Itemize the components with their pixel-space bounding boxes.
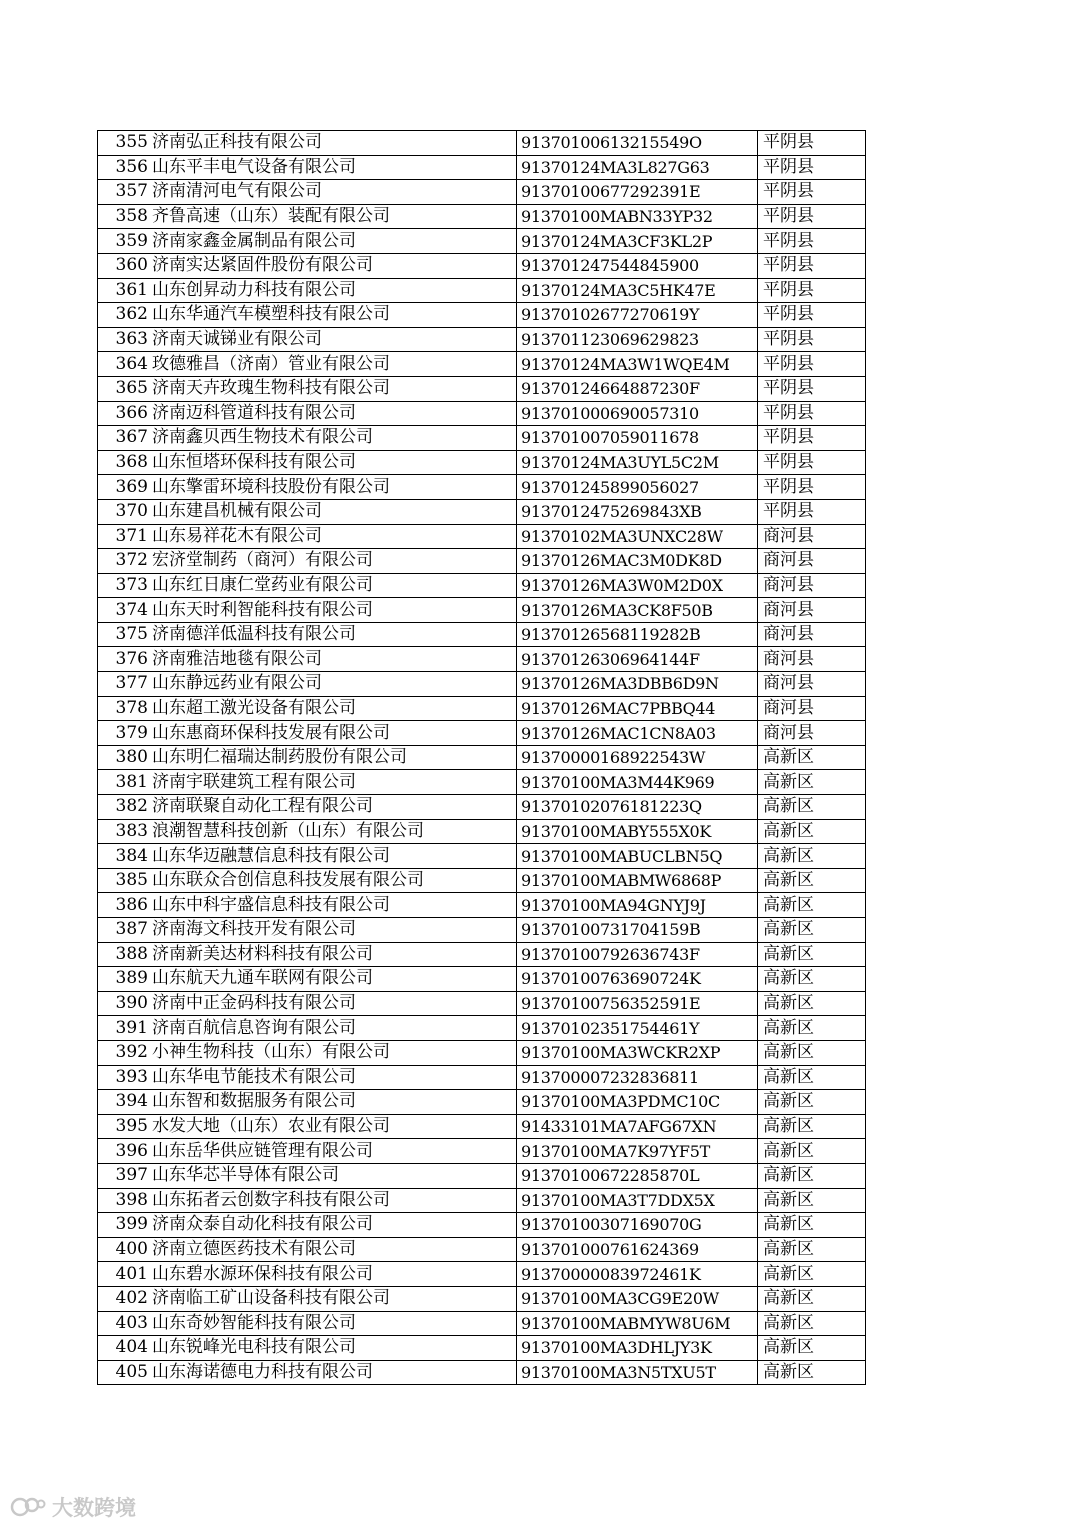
district: 高新区 — [758, 819, 866, 844]
company-name: 山东岳华供应链管理有限公司 — [151, 1139, 517, 1164]
district: 高新区 — [758, 1286, 866, 1311]
row-number: 392 — [98, 1040, 152, 1065]
credit-code: 91370100677292391E — [517, 180, 758, 205]
credit-code: 91370126306964144F — [517, 647, 758, 672]
table-row — [98, 180, 866, 205]
district: 高新区 — [758, 770, 866, 795]
credit-code: 91370100MABN33YP32 — [517, 204, 758, 229]
company-name: 济南鑫贝西生物技术有限公司 — [151, 426, 517, 451]
credit-code: 91370124664887230F — [517, 376, 758, 401]
credit-code: 91370100672285870L — [517, 1163, 758, 1188]
table-row — [98, 499, 866, 524]
credit-code: 91370124MA3C5HK47E — [517, 278, 758, 303]
district: 平阴县 — [758, 401, 866, 426]
table-row — [98, 967, 866, 992]
row-number: 381 — [98, 770, 152, 795]
credit-code: 91370100MA3T7DDX5X — [517, 1188, 758, 1213]
credit-code: 913701247544845900 — [517, 253, 758, 278]
company-name: 济南弘正科技有限公司 — [151, 131, 517, 156]
table-row — [98, 696, 866, 721]
credit-code: 91370100MA3WCKR2XP — [517, 1040, 758, 1065]
row-number: 401 — [98, 1262, 152, 1287]
district: 平阴县 — [758, 499, 866, 524]
credit-code: 91370100756352591E — [517, 991, 758, 1016]
district: 商河县 — [758, 573, 866, 598]
row-number: 371 — [98, 524, 152, 549]
row-number: 382 — [98, 795, 152, 820]
table-row — [98, 1065, 866, 1090]
company-name: 山东碧水源环保科技有限公司 — [151, 1262, 517, 1287]
row-number: 385 — [98, 868, 152, 893]
company-name: 济南联聚自动化工程有限公司 — [151, 795, 517, 820]
district: 商河县 — [758, 721, 866, 746]
company-name: 齐鲁高速（山东）装配有限公司 — [151, 204, 517, 229]
table-row — [98, 622, 866, 647]
table-row — [98, 918, 866, 943]
row-number: 402 — [98, 1286, 152, 1311]
table-row — [98, 721, 866, 746]
row-number: 387 — [98, 918, 152, 943]
credit-code: 913701123069629823 — [517, 327, 758, 352]
district: 高新区 — [758, 1237, 866, 1262]
row-number: 378 — [98, 696, 152, 721]
credit-code: 91370124MA3UYL5C2M — [517, 450, 758, 475]
credit-code: 91370000083972461K — [517, 1262, 758, 1287]
credit-code: 91370100MABY555X0K — [517, 819, 758, 844]
table-row — [98, 475, 866, 500]
row-number: 394 — [98, 1090, 152, 1115]
table-row — [98, 229, 866, 254]
credit-code: 91370100763690724K — [517, 967, 758, 992]
company-name: 济南宇联建筑工程有限公司 — [151, 770, 517, 795]
company-name: 济南家鑫金属制品有限公司 — [151, 229, 517, 254]
credit-code: 91370100MABUCLBN5Q — [517, 844, 758, 869]
district: 高新区 — [758, 1360, 866, 1385]
district: 商河县 — [758, 696, 866, 721]
table-row — [98, 819, 866, 844]
company-name: 济南实达紧固件股份有限公司 — [151, 253, 517, 278]
company-name: 山东创昇动力科技有限公司 — [151, 278, 517, 303]
row-number: 395 — [98, 1114, 152, 1139]
company-name: 济南雅洁地毯有限公司 — [151, 647, 517, 672]
credit-code: 91370100MABMYW8U6M — [517, 1311, 758, 1336]
credit-code: 91370100MABMW6868P — [517, 868, 758, 893]
district: 平阴县 — [758, 131, 866, 156]
row-number: 399 — [98, 1213, 152, 1238]
company-name: 山东平丰电气设备有限公司 — [151, 155, 517, 180]
credit-code: 91370102076181223Q — [517, 795, 758, 820]
row-number: 397 — [98, 1163, 152, 1188]
table-row — [98, 573, 866, 598]
table-row — [98, 376, 866, 401]
district: 高新区 — [758, 745, 866, 770]
table-row — [98, 1286, 866, 1311]
credit-code: 91370100MA3CG9E20W — [517, 1286, 758, 1311]
district: 平阴县 — [758, 253, 866, 278]
credit-code: 91370100MA3PDMC10C — [517, 1090, 758, 1115]
table-row — [98, 1213, 866, 1238]
district: 高新区 — [758, 1163, 866, 1188]
row-number: 400 — [98, 1237, 152, 1262]
row-number: 383 — [98, 819, 152, 844]
table-row — [98, 991, 866, 1016]
credit-code: 91370000168922543W — [517, 745, 758, 770]
row-number: 362 — [98, 303, 152, 328]
row-number: 380 — [98, 745, 152, 770]
district: 高新区 — [758, 1213, 866, 1238]
credit-code: 91370126MA3W0M2D0X — [517, 573, 758, 598]
district: 高新区 — [758, 1139, 866, 1164]
table-row — [98, 1163, 866, 1188]
table-row — [98, 942, 866, 967]
district: 平阴县 — [758, 180, 866, 205]
row-number: 404 — [98, 1336, 152, 1361]
credit-code: 91370126MAC7PBBQ44 — [517, 696, 758, 721]
credit-code: 91370126MA3DBB6D9N — [517, 672, 758, 697]
district: 平阴县 — [758, 229, 866, 254]
credit-code: 91370124MA3CF3KL2P — [517, 229, 758, 254]
company-name: 水发大地（山东）农业有限公司 — [151, 1114, 517, 1139]
credit-code: 913701000690057310 — [517, 401, 758, 426]
row-number: 367 — [98, 426, 152, 451]
row-number: 374 — [98, 598, 152, 623]
table-row — [98, 745, 866, 770]
company-name: 济南天诚锑业有限公司 — [151, 327, 517, 352]
company-name: 济南海文科技开发有限公司 — [151, 918, 517, 943]
district: 高新区 — [758, 1262, 866, 1287]
district: 高新区 — [758, 1114, 866, 1139]
table-row — [98, 1262, 866, 1287]
table-row — [98, 1040, 866, 1065]
district: 平阴县 — [758, 426, 866, 451]
table-row — [98, 327, 866, 352]
credit-code: 91370100613215549O — [517, 131, 758, 156]
company-name: 济南迈科管道科技有限公司 — [151, 401, 517, 426]
row-number: 370 — [98, 499, 152, 524]
table-row — [98, 204, 866, 229]
district: 高新区 — [758, 1065, 866, 1090]
table-row — [98, 131, 866, 156]
company-name: 小神生物科技（山东）有限公司 — [151, 1040, 517, 1065]
company-name: 山东华电节能技术有限公司 — [151, 1065, 517, 1090]
credit-code: 91370100MA3M44K969 — [517, 770, 758, 795]
district: 高新区 — [758, 844, 866, 869]
company-name: 山东智和数据服务有限公司 — [151, 1090, 517, 1115]
credit-code: 91370124MA3L827G63 — [517, 155, 758, 180]
row-number: 391 — [98, 1016, 152, 1041]
row-number: 359 — [98, 229, 152, 254]
credit-code: 913701007059011678 — [517, 426, 758, 451]
table-row — [98, 278, 866, 303]
company-name: 山东拓者云创数字科技有限公司 — [151, 1188, 517, 1213]
table-row — [98, 844, 866, 869]
credit-code: 9137012475269843XB — [517, 499, 758, 524]
row-number: 403 — [98, 1311, 152, 1336]
credit-code: 91370100731704159B — [517, 918, 758, 943]
district: 商河县 — [758, 672, 866, 697]
company-name: 山东建昌机械有限公司 — [151, 499, 517, 524]
district: 平阴县 — [758, 376, 866, 401]
row-number: 357 — [98, 180, 152, 205]
table-row — [98, 1237, 866, 1262]
district: 商河县 — [758, 647, 866, 672]
credit-code: 91370100MA7K97YF5T — [517, 1139, 758, 1164]
district: 高新区 — [758, 991, 866, 1016]
district: 平阴县 — [758, 475, 866, 500]
district: 平阴县 — [758, 450, 866, 475]
credit-code: 91370100792636743F — [517, 942, 758, 967]
company-name: 山东超工激光设备有限公司 — [151, 696, 517, 721]
row-number: 369 — [98, 475, 152, 500]
company-name: 济南立德医药技术有限公司 — [151, 1237, 517, 1262]
row-number: 358 — [98, 204, 152, 229]
row-number: 375 — [98, 622, 152, 647]
company-name: 山东惠商环保科技发展有限公司 — [151, 721, 517, 746]
table-row — [98, 893, 866, 918]
company-name: 宏济堂制药（商河）有限公司 — [151, 549, 517, 574]
district: 高新区 — [758, 1336, 866, 1361]
credit-code: 91370124MA3W1WQE4M — [517, 352, 758, 377]
company-name: 济南新美达材料科技有限公司 — [151, 942, 517, 967]
company-name: 山东天时利智能科技有限公司 — [151, 598, 517, 623]
company-name: 山东静远药业有限公司 — [151, 672, 517, 697]
row-number: 365 — [98, 376, 152, 401]
table-row — [98, 426, 866, 451]
row-number: 393 — [98, 1065, 152, 1090]
company-name: 山东擎雷环境科技股份有限公司 — [151, 475, 517, 500]
row-number: 390 — [98, 991, 152, 1016]
table-row — [98, 1336, 866, 1361]
company-name: 山东海诺德电力科技有限公司 — [151, 1360, 517, 1385]
district: 高新区 — [758, 868, 866, 893]
company-name: 山东明仁福瑞达制药股份有限公司 — [151, 745, 517, 770]
row-number: 368 — [98, 450, 152, 475]
row-number: 405 — [98, 1360, 152, 1385]
credit-code: 91370126MAC3M0DK8D — [517, 549, 758, 574]
district: 平阴县 — [758, 327, 866, 352]
table-row — [98, 1114, 866, 1139]
row-number: 384 — [98, 844, 152, 869]
table-row — [98, 1090, 866, 1115]
district: 高新区 — [758, 893, 866, 918]
credit-code: 91370100MA3N5TXU5T — [517, 1360, 758, 1385]
credit-code: 91370100MA3DHLJY3K — [517, 1336, 758, 1361]
row-number: 376 — [98, 647, 152, 672]
row-number: 389 — [98, 967, 152, 992]
table-row — [98, 1016, 866, 1041]
credit-code: 91370102351754461Y — [517, 1016, 758, 1041]
table-row — [98, 647, 866, 672]
row-number: 373 — [98, 573, 152, 598]
row-number: 363 — [98, 327, 152, 352]
district: 高新区 — [758, 1040, 866, 1065]
company-name: 山东华迈融慧信息科技有限公司 — [151, 844, 517, 869]
company-name: 济南众泰自动化科技有限公司 — [151, 1213, 517, 1238]
credit-code: 91433101MA7AFG67XN — [517, 1114, 758, 1139]
row-number: 366 — [98, 401, 152, 426]
table-row — [98, 672, 866, 697]
credit-code: 91370102677270619Y — [517, 303, 758, 328]
row-number: 364 — [98, 352, 152, 377]
table-row — [98, 352, 866, 377]
row-number: 386 — [98, 893, 152, 918]
company-name: 济南德洋低温科技有限公司 — [151, 622, 517, 647]
district: 商河县 — [758, 622, 866, 647]
table-row — [98, 868, 866, 893]
district: 平阴县 — [758, 204, 866, 229]
company-name: 山东锐峰光电科技有限公司 — [151, 1336, 517, 1361]
credit-code: 91370126568119282B — [517, 622, 758, 647]
district: 高新区 — [758, 795, 866, 820]
company-name: 玫德雅昌（济南）管业有限公司 — [151, 352, 517, 377]
district: 商河县 — [758, 598, 866, 623]
district: 商河县 — [758, 549, 866, 574]
credit-code: 91370100307169070G — [517, 1213, 758, 1238]
district: 高新区 — [758, 1016, 866, 1041]
table-row — [98, 549, 866, 574]
row-number: 360 — [98, 253, 152, 278]
watermark — [10, 1489, 136, 1525]
district: 高新区 — [758, 1188, 866, 1213]
company-name: 山东红日康仁堂药业有限公司 — [151, 573, 517, 598]
row-number: 356 — [98, 155, 152, 180]
company-name: 山东华通汽车模塑科技有限公司 — [151, 303, 517, 328]
table-row — [98, 1360, 866, 1385]
table-row — [98, 524, 866, 549]
company-name: 济南中正金码科技有限公司 — [151, 991, 517, 1016]
table-row — [98, 1188, 866, 1213]
credit-code: 91370126MA3CK8F50B — [517, 598, 758, 623]
company-name: 浪潮智慧科技创新（山东）有限公司 — [151, 819, 517, 844]
credit-code: 913701245899056027 — [517, 475, 758, 500]
credit-code: 913700007232836811 — [517, 1065, 758, 1090]
company-name: 山东奇妙智能科技有限公司 — [151, 1311, 517, 1336]
company-name: 济南临工矿山设备科技有限公司 — [151, 1286, 517, 1311]
district: 平阴县 — [758, 303, 866, 328]
row-number: 379 — [98, 721, 152, 746]
company-name: 济南天卉玫瑰生物科技有限公司 — [151, 376, 517, 401]
table-row — [98, 303, 866, 328]
table-row — [98, 253, 866, 278]
company-name: 山东华芯半导体有限公司 — [151, 1163, 517, 1188]
company-name: 山东恒塔环保科技有限公司 — [151, 450, 517, 475]
table-row — [98, 450, 866, 475]
row-number: 361 — [98, 278, 152, 303]
company-name: 山东中科宇盛信息科技有限公司 — [151, 893, 517, 918]
company-name: 山东航天九通车联网有限公司 — [151, 967, 517, 992]
credit-code: 91370126MAC1CN8A03 — [517, 721, 758, 746]
district: 高新区 — [758, 918, 866, 943]
district: 平阴县 — [758, 352, 866, 377]
table-row — [98, 598, 866, 623]
company-name: 山东联众合创信息科技发展有限公司 — [151, 868, 517, 893]
credit-code: 913701000761624369 — [517, 1237, 758, 1262]
row-number: 396 — [98, 1139, 152, 1164]
table-row — [98, 1311, 866, 1336]
district: 平阴县 — [758, 155, 866, 180]
table-row — [98, 401, 866, 426]
company-name: 济南清河电气有限公司 — [151, 180, 517, 205]
credit-code: 91370102MA3UNXC28W — [517, 524, 758, 549]
row-number: 377 — [98, 672, 152, 697]
district: 高新区 — [758, 1090, 866, 1115]
row-number: 355 — [98, 131, 152, 156]
watermark-text: 大数跨境 — [52, 1496, 136, 1520]
credit-code: 91370100MA94GNYJ9J — [517, 893, 758, 918]
table-row — [98, 770, 866, 795]
district: 高新区 — [758, 967, 866, 992]
district: 商河县 — [758, 524, 866, 549]
row-number: 372 — [98, 549, 152, 574]
company-table — [97, 130, 866, 1385]
district: 高新区 — [758, 1311, 866, 1336]
row-number: 398 — [98, 1188, 152, 1213]
table-row — [98, 795, 866, 820]
district: 高新区 — [758, 942, 866, 967]
district: 平阴县 — [758, 278, 866, 303]
row-number: 388 — [98, 942, 152, 967]
table-row — [98, 1139, 866, 1164]
bubble-logo-icon — [10, 1495, 46, 1519]
company-name: 济南百航信息咨询有限公司 — [151, 1016, 517, 1041]
company-name: 山东易祥花木有限公司 — [151, 524, 517, 549]
table-row — [98, 155, 866, 180]
